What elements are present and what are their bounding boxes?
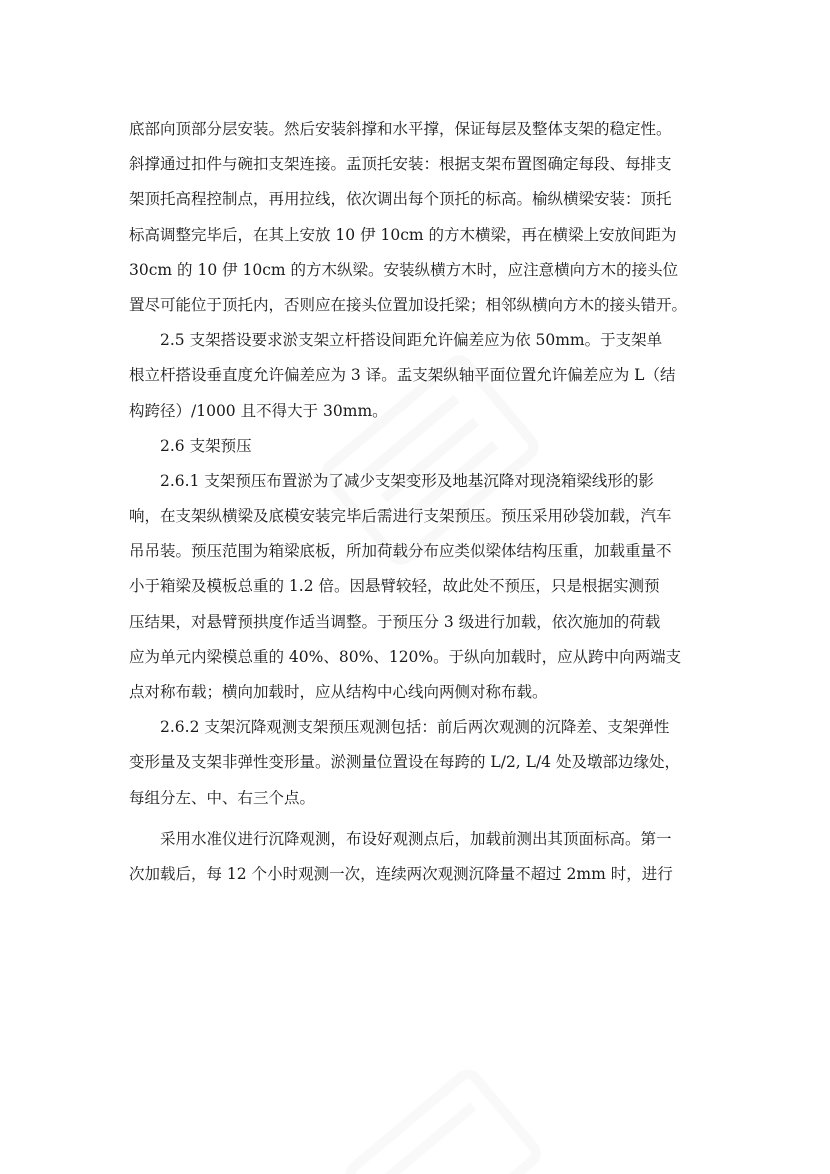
paragraph-section-2-5	[129, 323, 711, 429]
text-line: 吊吊装。预压范围为箱梁底板，所加荷载分布应类似梁体结构压重，加载重量不	[129, 542, 672, 561]
watermark-fragment-icon	[330, 1050, 550, 1174]
text-line: 2.5 支架搭设要求淤支架立杆搭设间距允许偏差应为依 50mm。于支架单	[129, 331, 663, 350]
section-heading: 2.6 支架预压	[129, 436, 252, 455]
text-line: 2.6.1 支架预压布置淤为了减少支架变形及地基沉降对现浇箱梁线形的影	[129, 471, 654, 490]
heading-section-2-6	[129, 429, 711, 464]
text-line: 每组分左、中、右三个点。	[129, 788, 316, 807]
text-line: 30cm 的 10 伊 10cm 的方木纵梁。安装纵横方木时，应注意横向方木的接头位	[129, 260, 679, 279]
text-line: 标高调整完毕后，在其上安放 10 伊 10cm 的方木横梁，再在横梁上安放间距为	[129, 225, 677, 244]
paragraph-leveling	[129, 822, 711, 892]
text-line: 点对称布载；横向加载时，应从结构中心线向两侧对称布载。	[129, 683, 548, 701]
text-line: 斜撑通过扣件与碗扣支架连接。盂顶托安装：根据支架布置图确定每段、每排支	[129, 155, 672, 174]
text-line: 采用水准仪进行沉降观测，布设好观测点后，加载前测出其顶面标高。第一	[129, 829, 672, 848]
text-line: 构跨径）/1000 且不得大于 30mm。	[129, 401, 388, 420]
text-line: 小于箱梁及模板总重的 1.2 倍。因悬臂较轻，故此处不预压，只是根据实测预	[129, 577, 660, 596]
paragraph-section-2-6-1	[129, 464, 711, 710]
document-body	[129, 112, 711, 892]
text-line: 压结果，对悬臂预拱度作适当调整。于预压分 3 级进行加载，依次施加的荷载	[129, 612, 661, 631]
text-line: 底部向顶部分层安装。然后安装斜撑和水平撑，保证每层及整体支架的稳定性。	[129, 120, 672, 138]
text-line: 变形量及支架非弹性变形量。淤测量位置设在每跨的 L/2, L/4 处及墩部边缘处，	[129, 753, 680, 772]
paragraph-section-2-6-2	[129, 710, 711, 816]
text-line: 响，在支架纵横梁及底模安装完毕后需进行支架预压。预压采用砂袋加载，汽车	[129, 507, 672, 526]
text-line: 次加载后，每 12 个小时观测一次，连续两次观测沉降量不超过 2mm 时，进行	[129, 864, 673, 883]
text-line: 根立杆搭设垂直度允许偏差应为 3 译。盂支架纵轴平面位置允许偏差应为 L（结	[129, 366, 676, 385]
paragraph-installation	[129, 112, 711, 323]
text-line: 置尽可能位于顶托内，否则应在接头位置加设托梁；相邻纵横向方木的接头错开。	[129, 295, 688, 314]
text-line: 应为单元内梁模总重的 40%、80%、120%。于纵向加载时，应从跨中向两端支	[129, 647, 682, 666]
text-line: 架顶托高程控制点，再用拉线，依次调出每个顶托的标高。榆纵横梁安装：顶托	[129, 190, 672, 209]
text-line: 2.6.2 支架沉降观测支架预压观测包括：前后两次观测的沉降差、支架弹性	[129, 718, 670, 737]
